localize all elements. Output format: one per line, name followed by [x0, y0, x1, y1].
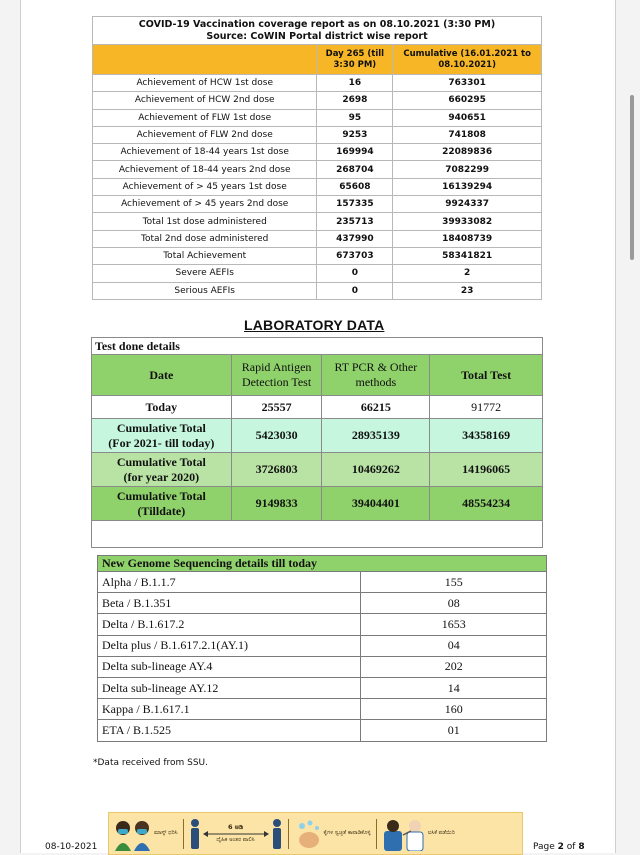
vaccination-header-cumulative: Cumulative (16.01.2021 to 08.10.2021) [393, 45, 542, 75]
lab-row-cumulative-2021 [92, 419, 543, 453]
vaccination-header-blank [93, 45, 317, 75]
vaccination-row-label: Severe AEFIs [93, 265, 317, 282]
vaccination-row-day: 2698 [317, 92, 393, 109]
vaccination-row-label: Achievement of 18-44 years 2nd dose [93, 161, 317, 178]
vaccination-row-day: 65608 [317, 178, 393, 195]
lab-row-cumulative-all [92, 487, 543, 521]
vaccination-row-day: 169994 [317, 144, 393, 161]
vaccination-header-day: Day 265 (till 3:30 PM) [317, 45, 393, 75]
banner-distance-middle [201, 824, 271, 844]
vaccination-row-cumulative: 741808 [393, 126, 542, 143]
lab-header-total: Total Test [430, 355, 543, 396]
lab-cum2020-label [92, 453, 232, 487]
lab-cumall-total: 48554234 [430, 487, 543, 521]
lab-today-label: Today [92, 396, 232, 419]
vaccination-row [93, 126, 542, 143]
lab-header-rtpcr: RT PCR & Other methods [322, 355, 430, 396]
vaccination-row-label: Achievement of > 45 years 1st dose [93, 178, 317, 195]
banner-distance-text: ದೈಹಿಕ ಅಂತರ ಪಾಲಿಸಿ [216, 836, 255, 843]
vaccination-row-cumulative: 763301 [393, 75, 542, 92]
genome-variant-name: Delta sub-lineage AY.12 [98, 677, 361, 698]
vaccination-row-label: Achievement of FLW 1st dose [93, 109, 317, 126]
genome-variant-name: ETA / B.1.525 [98, 720, 361, 741]
vaccination-row-day: 0 [317, 282, 393, 299]
banner-divider [376, 819, 377, 849]
lab-cumall-rapid: 9149833 [231, 487, 322, 521]
lab-cumall-label [92, 487, 232, 521]
banner-hands-segment [291, 813, 374, 854]
banner-divider [183, 819, 184, 849]
genome-variant-count: 202 [361, 656, 547, 677]
lab-today-rtpcr: 66215 [322, 396, 430, 419]
laboratory-data-heading: LABORATORY DATA [244, 317, 385, 333]
person-right-icon [271, 818, 283, 850]
vaccination-row [93, 109, 542, 126]
vaccination-row-day: 95 [317, 109, 393, 126]
genome-variant-count: 1653 [361, 614, 547, 635]
genome-row [98, 677, 547, 698]
lab-today-total: 91772 [430, 396, 543, 419]
genome-row [98, 699, 547, 720]
awareness-banner [108, 812, 523, 855]
vaccination-row-label: Total 2nd dose administered [93, 230, 317, 247]
genome-variant-name: Delta plus / B.1.617.2.1(AY.1) [98, 635, 361, 656]
lab-cum2020-rapid: 3726803 [231, 453, 322, 487]
genome-variant-count: 04 [361, 635, 547, 656]
vaccination-row-label: Achievement of FLW 2nd dose [93, 126, 317, 143]
lab-spacer-cell [92, 521, 543, 548]
banner-distance-segment [186, 813, 286, 854]
vaccination-rows [93, 75, 542, 300]
mask-people-icon [112, 817, 154, 851]
genome-variant-name: Delta sub-lineage AY.4 [98, 656, 361, 677]
lab-spacer-row [92, 521, 543, 548]
vaccination-row [93, 282, 542, 299]
vaccination-row-label: Total 1st dose administered [93, 213, 317, 230]
vaccination-row [93, 178, 542, 195]
banner-vaccine-text: ಲಸಿಕೆ ಪಡೆಯಿರಿ [427, 830, 455, 836]
lab-cum2021-rtpcr: 28935139 [322, 419, 430, 453]
laboratory-table [91, 337, 543, 548]
genome-variant-name: Delta / B.1.617.2 [98, 614, 361, 635]
vaccination-row-cumulative: 39933082 [393, 213, 542, 230]
genome-row [98, 656, 547, 677]
vaccination-row-cumulative: 16139294 [393, 178, 542, 195]
vaccination-row-day: 268704 [317, 161, 393, 178]
genome-variant-name: Alpha / B.1.1.7 [98, 572, 361, 593]
lab-row-today [92, 396, 543, 419]
footer-page-number [533, 842, 585, 852]
genome-variant-name: Beta / B.1.351 [98, 593, 361, 614]
vaccination-row-cumulative: 23 [393, 282, 542, 299]
lab-cum2020-rtpcr: 10469262 [322, 453, 430, 487]
scrollbar[interactable] [630, 95, 634, 260]
lab-cum2021-label-line1: Cumulative Total [116, 420, 206, 435]
lab-cumall-label-line2: (Tilldate) [137, 503, 186, 518]
banner-mask-segment [109, 813, 181, 854]
vaccination-row-label: Achievement of 18-44 years 1st dose [93, 144, 317, 161]
banner-mask-text: ಮಾಸ್ಕ್ ಧರಿಸಿ [154, 830, 178, 836]
banner-hands-text: ಕೈಗಳ ಸ್ವಚ್ಛತೆ ಕಾಪಾಡಿಕೊಳ್ಳಿ [323, 830, 371, 836]
vaccination-row [93, 75, 542, 92]
hand-wash-icon [294, 818, 324, 850]
lab-cum2021-label [92, 419, 232, 453]
vaccination-row [93, 230, 542, 247]
lab-cum2021-total: 34358169 [430, 419, 543, 453]
lab-cumall-rtpcr: 39404401 [322, 487, 430, 521]
lab-caption-row [92, 338, 543, 355]
vaccination-row-cumulative: 940651 [393, 109, 542, 126]
banner-vaccine-segment [379, 813, 458, 854]
lab-caption: Test done details [92, 338, 543, 355]
vaccination-row-cumulative: 660295 [393, 92, 542, 109]
vaccination-row-cumulative: 18408739 [393, 230, 542, 247]
genome-title: New Genome Sequencing details till today [98, 556, 547, 572]
vaccination-row [93, 92, 542, 109]
banner-distance-label: 6 ಅಡಿ [227, 822, 244, 831]
genome-variant-count: 14 [361, 677, 547, 698]
genome-row [98, 720, 547, 741]
lab-cum2021-label-line2: (For 2021- till today) [108, 435, 215, 450]
vaccination-row [93, 213, 542, 230]
vaccination-row-cumulative: 7082299 [393, 161, 542, 178]
genome-row [98, 635, 547, 656]
vaccination-row-day: 157335 [317, 196, 393, 213]
lab-row-cumulative-2020 [92, 453, 543, 487]
vaccination-title-line1: COVID-19 Vaccination coverage report as on 08.10.2021 (3:30 PM) [138, 18, 496, 30]
lab-cum2020-label-line2: (for year 2020) [123, 469, 200, 484]
page-current: 2 [557, 842, 564, 852]
lab-header-rapid: Rapid Antigen Detection Test [231, 355, 322, 396]
genome-variant-name: Kappa / B.1.617.1 [98, 699, 361, 720]
page-prefix: Page [533, 842, 558, 852]
vaccination-row [93, 196, 542, 213]
vaccination-table [92, 16, 542, 300]
genome-variant-count: 160 [361, 699, 547, 720]
vaccination-title-line2: Source: CoWIN Portal district wise report [206, 30, 428, 42]
lab-cum2020-total: 14196065 [430, 453, 543, 487]
vaccination-row-cumulative: 2 [393, 265, 542, 282]
vaccination-icon [382, 817, 428, 851]
vaccination-row-label: Achievement of HCW 1st dose [93, 75, 317, 92]
vaccination-row [93, 265, 542, 282]
vaccination-row-day: 235713 [317, 213, 393, 230]
page-of: of [563, 842, 579, 852]
banner-divider [288, 819, 289, 849]
genome-variant-count: 155 [361, 572, 547, 593]
lab-today-rapid: 25557 [231, 396, 322, 419]
lab-header-row [92, 355, 543, 396]
vaccination-row-cumulative: 58341821 [393, 247, 542, 264]
vaccination-title [93, 17, 542, 45]
page-total: 8 [578, 842, 585, 852]
vaccination-row-day: 673703 [317, 247, 393, 264]
genome-row [98, 572, 547, 593]
vaccination-row-label: Serious AEFIs [93, 282, 317, 299]
vaccination-row-cumulative: 22089836 [393, 144, 542, 161]
genome-row [98, 614, 547, 635]
vaccination-title-row [93, 17, 542, 45]
lab-header-date: Date [92, 355, 232, 396]
vaccination-row [93, 247, 542, 264]
vaccination-row-day: 9253 [317, 126, 393, 143]
vaccination-row-day: 0 [317, 265, 393, 282]
vaccination-row-label: Achievement of HCW 2nd dose [93, 92, 317, 109]
vaccination-row-label: Total Achievement [93, 247, 317, 264]
genome-row [98, 593, 547, 614]
footer-date: 08-10-2021 [45, 842, 98, 852]
genome-variant-count: 01 [361, 720, 547, 741]
vaccination-row [93, 144, 542, 161]
vaccination-header-row [93, 45, 542, 75]
vaccination-row-day: 16 [317, 75, 393, 92]
lab-cumall-label-line1: Cumulative Total [116, 488, 206, 503]
genome-variant-count: 08 [361, 593, 547, 614]
vaccination-row-day: 437990 [317, 230, 393, 247]
lab-cum2020-label-line1: Cumulative Total [116, 454, 206, 469]
vaccination-row-label: Achievement of > 45 years 2nd dose [93, 196, 317, 213]
vaccination-row-cumulative: 9924337 [393, 196, 542, 213]
vaccination-row [93, 161, 542, 178]
genome-sequencing-table [97, 555, 547, 742]
person-left-icon [189, 818, 201, 850]
lab-cum2021-rapid: 5423030 [231, 419, 322, 453]
genome-rows [98, 572, 547, 742]
data-source-note: *Data received from SSU. [93, 758, 208, 768]
genome-title-row [98, 556, 547, 572]
